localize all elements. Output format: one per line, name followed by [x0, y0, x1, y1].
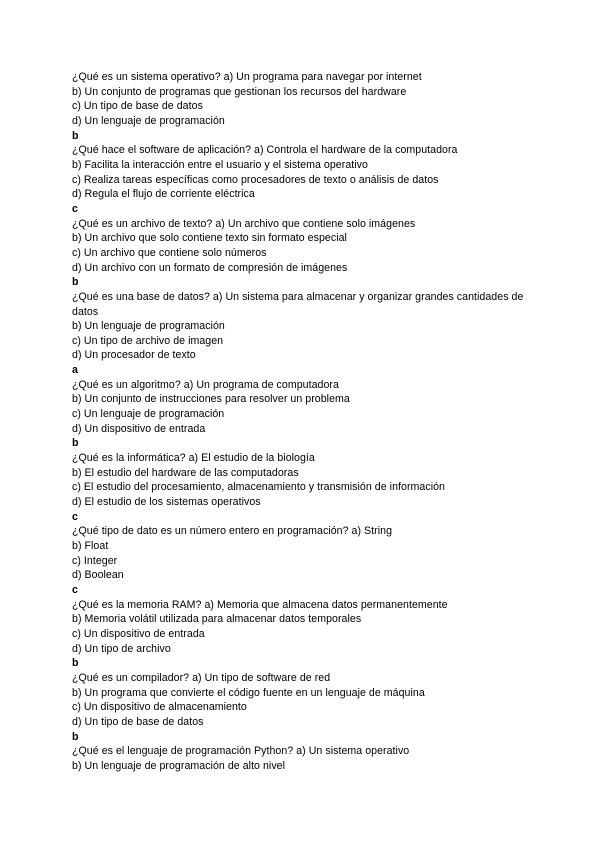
option-b: b) Un archivo que solo contiene texto sin formato especial — [72, 232, 347, 245]
option-b: b) Float — [72, 540, 109, 552]
option-c: c) Un lenguaje de programación — [72, 408, 225, 421]
option-b: b) Facilita la interacción entre el usuario y el sistema operativo — [72, 158, 368, 171]
option-b: b) El estudio del hardware de las computadoras — [72, 466, 299, 479]
option-d: d) Un procesador de texto — [72, 349, 196, 362]
question-text: ¿Qué tipo de dato es un número entero en programación? a) String — [72, 525, 393, 538]
question-text: ¿Qué hace el software de aplicación? a) Controla el hardware de la computadora — [72, 144, 458, 157]
question-text: ¿Qué es un sistema operativo? a) Un programa para navegar por internet — [72, 71, 422, 83]
option-d: d) Un archivo con un formato de compresión de imágenes — [72, 261, 348, 274]
option-b: b) Un lenguaje de programación de alto nivel — [72, 759, 286, 772]
answer-key: c — [72, 202, 78, 215]
option-b: b) Un programa que convierte el código fuente en un lenguaje de máquina — [72, 686, 425, 699]
option-b: b) Un conjunto de instrucciones para resolver un problema — [72, 393, 350, 406]
question-text: ¿Qué es el lenguaje de programación Python? a) Un sistema operativo — [72, 745, 410, 758]
option-c: c) Un dispositivo de entrada — [72, 627, 205, 640]
option-b: b) Un lenguaje de programación — [72, 320, 225, 333]
option-c: c) Un tipo de archivo de imagen — [72, 334, 224, 347]
answer-key: b — [72, 437, 79, 450]
question-text: ¿Qué es una base de datos? a) Un sistema para almacenar y organizar grandes cantidades de datos — [72, 290, 524, 318]
answer-key: b — [72, 730, 79, 743]
document-page — [72, 70, 532, 774]
question-text: ¿Qué es un compilador? a) Un tipo de software de red — [72, 671, 331, 684]
option-c: c) Realiza tareas específicas como procesadores de texto o análisis de datos — [72, 173, 439, 186]
answer-key: a — [72, 364, 78, 377]
answer-key: c — [72, 510, 78, 523]
option-d: d) Un tipo de archivo — [72, 642, 171, 655]
option-b: b) Un conjunto de programas que gestionan los recursos del hardware — [72, 85, 407, 98]
question-text: ¿Qué es la memoria RAM? a) Memoria que almacena datos permanentemente — [72, 598, 448, 611]
option-b: b) Memoria volátil utilizada para almacenar datos temporales — [72, 613, 362, 626]
answer-key: b — [72, 276, 79, 289]
option-c: c) Un tipo de base de datos — [72, 100, 203, 113]
option-c: c) Un archivo que contiene solo números — [72, 246, 267, 259]
option-d: d) El estudio de los sistemas operativos — [72, 496, 261, 509]
option-d: d) Regula el flujo de corriente eléctrica — [72, 188, 255, 201]
question-text: ¿Qué es un archivo de texto? a) Un archivo que contiene solo imágenes — [72, 217, 416, 230]
answer-key: b — [72, 657, 79, 670]
option-d: d) Un dispositivo de entrada — [72, 422, 206, 435]
answer-key: c — [72, 583, 78, 596]
option-d: d) Un tipo de base de datos — [72, 715, 204, 728]
option-c: c) Integer — [72, 554, 118, 567]
question-text: ¿Qué es un algoritmo? a) Un programa de computadora — [72, 378, 339, 391]
question-text: ¿Qué es la informática? a) El estudio de la biología — [72, 452, 315, 465]
answer-key: b — [72, 129, 79, 142]
option-c: c) El estudio del procesamiento, almacenamiento y transmisión de información — [72, 481, 445, 494]
option-c: c) Un dispositivo de almacenamiento — [72, 701, 247, 714]
option-d: d) Un lenguaje de programación — [72, 114, 225, 127]
option-d: d) Boolean — [72, 569, 124, 582]
